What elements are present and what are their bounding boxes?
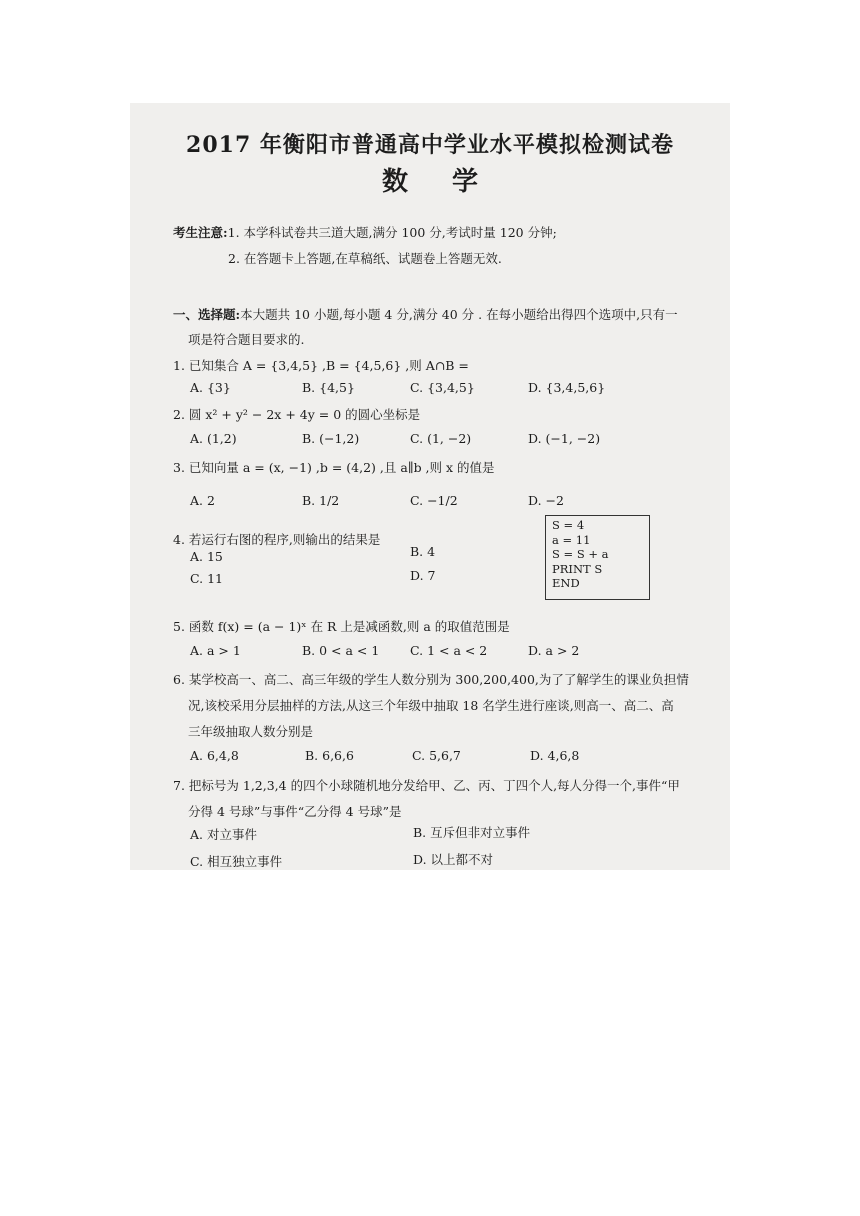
question-1-option-b: B. {4,5} <box>302 380 355 395</box>
question-5-stem: 5. 函数 f(x) = (a − 1)ˣ 在 R 上是减函数,则 a 的取值范围是 <box>173 619 510 634</box>
question-2-option-d: D. (−1, −2) <box>528 431 601 446</box>
program-box <box>545 515 650 600</box>
question-7-option-c: C. 相互独立事件 <box>190 854 283 869</box>
question-6-stem-3: 三年级抽取人数分别是 <box>188 724 314 739</box>
question-5-option-d: D. a > 2 <box>528 643 580 658</box>
question-5-option-a: A. a > 1 <box>190 643 241 658</box>
notice-line-1 <box>173 223 557 241</box>
question-1-option-d: D. {3,4,5,6} <box>528 380 606 395</box>
question-3-stem: 3. 已知向量 a = (x, −1) ,b = (4,2) ,且 a∥b ,则 x 的值是 <box>173 460 495 475</box>
question-6-stem-2: 况,该校采用分层抽样的方法,从这三个年级中抽取 18 名学生进行座谈,则高一、高二、高 <box>188 698 674 713</box>
exam-paper <box>130 103 730 870</box>
question-4-option-c: C. 11 <box>190 571 223 586</box>
question-1-option-a: A. {3} <box>190 380 231 395</box>
question-5-option-b: B. 0 < a < 1 <box>302 643 380 658</box>
question-1-option-c: C. {3,4,5} <box>410 380 475 395</box>
program-line-2: a = 11 <box>552 532 591 547</box>
question-4-option-b: B. 4 <box>410 544 436 559</box>
question-7-option-d: D. 以上都不对 <box>413 852 494 867</box>
question-3-option-d: D. −2 <box>528 493 564 508</box>
exam-subject: 数学 <box>381 167 522 197</box>
question-3-option-a: A. 2 <box>190 493 215 508</box>
question-4-option-a: A. 15 <box>190 549 223 564</box>
question-7-stem-2: 分得 4 号球”与事件“乙分得 4 号球”是 <box>188 804 402 819</box>
notice-item-2: 2. 在答题卡上答题,在草稿纸、试题卷上答题无效. <box>228 251 502 266</box>
section-text-2: 项是符合题目要求的. <box>188 332 305 347</box>
program-line-3: S = S + a <box>552 547 609 562</box>
question-3-option-c: C. −1/2 <box>410 493 458 508</box>
exam-title: 2017 年衡阳市普通高中学业水平模拟检测试卷 <box>186 132 674 158</box>
program-line-1: S = 4 <box>552 518 585 532</box>
question-6-option-a: A. 6,4,8 <box>190 748 239 763</box>
section-heading: 一、选择题: <box>173 307 241 322</box>
question-2-option-c: C. (1, −2) <box>410 431 472 446</box>
question-7-stem: 7. 把标号为 1,2,3,4 的四个小球随机地分发给甲、乙、丙、丁四个人,每人分得一个,事件“甲 <box>173 778 680 793</box>
question-2-stem: 2. 圆 x² + y² − 2x + 4y = 0 的圆心坐标是 <box>173 407 421 422</box>
question-2-option-a: A. (1,2) <box>190 431 237 446</box>
question-6-option-d: D. 4,6,8 <box>530 748 580 763</box>
question-6-option-c: C. 5,6,7 <box>412 748 461 763</box>
question-2-option-b: B. (−1,2) <box>302 431 360 446</box>
question-4-option-d: D. 7 <box>410 568 436 583</box>
question-7-option-a: A. 对立事件 <box>190 827 257 842</box>
notice-item-1: 1. 本学科试卷共三道大题,满分 100 分,考试时量 120 分钟; <box>227 225 557 240</box>
question-1-stem: 1. 已知集合 A = {3,4,5} ,B = {4,5,6} ,则 A∩B = <box>173 358 469 373</box>
program-line-5: END <box>552 576 580 591</box>
question-7-option-b: B. 互斥但非对立事件 <box>413 825 531 840</box>
question-6-stem: 6. 某学校高一、高二、高三年级的学生人数分别为 300,200,400,为了了解学生的课业负担情 <box>173 672 689 687</box>
section-heading-line <box>173 305 678 323</box>
question-3-option-b: B. 1/2 <box>302 493 340 508</box>
notice-label: 考生注意: <box>173 225 228 240</box>
question-4-stem: 4. 若运行右图的程序,则输出的结果是 <box>173 532 381 547</box>
program-line-4: PRINT S <box>552 561 603 576</box>
section-text: 本大题共 10 小题,每小题 4 分,满分 40 分 . 在每小题给出得四个选项中,只有一 <box>240 307 678 322</box>
question-6-option-b: B. 6,6,6 <box>305 748 354 763</box>
question-5-option-c: C. 1 < a < 2 <box>410 643 488 658</box>
